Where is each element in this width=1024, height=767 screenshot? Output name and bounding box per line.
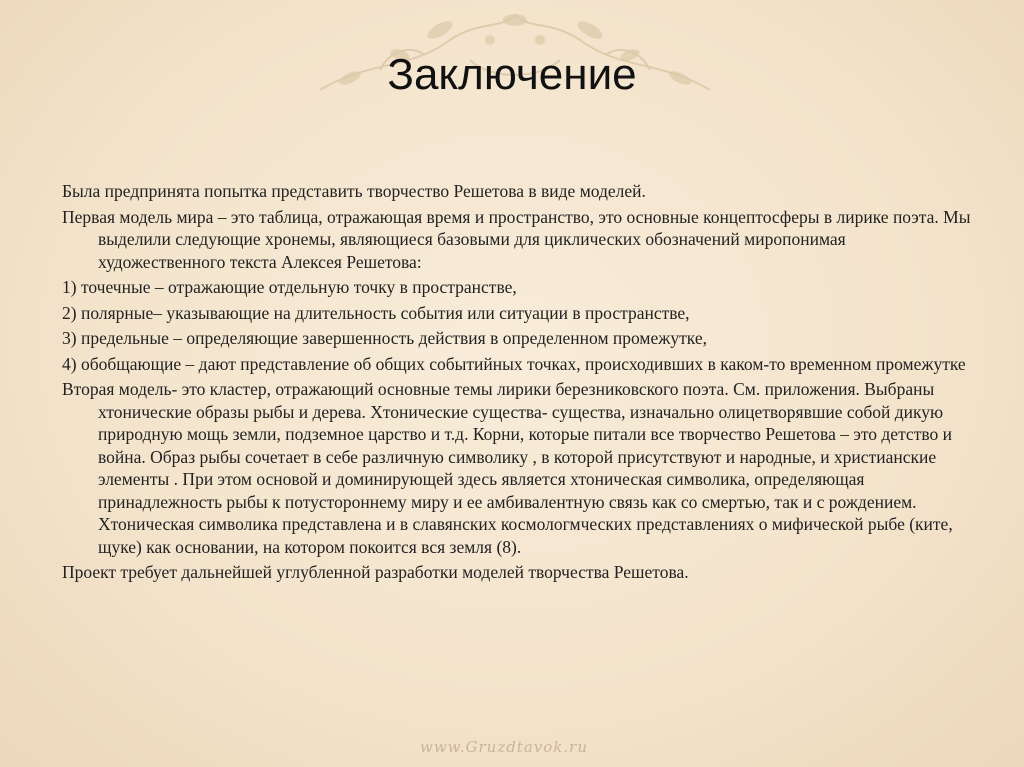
- paragraph-first-model: Первая модель мира – это таблица, отражающая время и пространство, это основные концептосферы в лирике поэта. Мы выделили следующие хронемы, являющиеся базовыми для циклических обозначений миропонимая художественного текста Алексея Решетова:: [62, 206, 971, 272]
- paragraph-second-model: Вторая модель- это кластер, отражающий основные темы лирики березниковского поэта. См. приложения. Выбраны хтонические образы рыбы и дерева. Хтонические существа- существа, изначально олицетворявшие собой дикую природную мощь земли, подземное царство и т.д. Корни, которые питали все творчество Решетова – это детство и война. Образ рыбы сочетает в себе различную символику , в которой присутствуют и народные, и христианские элементы . При этом основой и доминирующей здесь является хтоническая символика, определяющая принадлежность рыбы к потустороннему миру и ее амбивалентную связь как со смертью, так и с рождением. Хтоническая символика представлена и в славянских космологмческих представлениях о мифической рыбе (ките, щуке) как основании, на котором покоится вся земля (8).: [62, 379, 953, 557]
- watermark: www.Gruzdtavok.ru: [420, 738, 588, 756]
- list-item-general: 4) обобщающие – дают представление об общих событийных точках, происходивших в каком-то временном промежутке: [62, 353, 966, 374]
- list-item-point: 1) точечные – отражающие отдельную точку в пространстве,: [62, 277, 517, 297]
- slide-body: [62, 180, 972, 587]
- paragraph-intro: Была предпринята попытка представить творчество Решетова в виде моделей.: [62, 181, 646, 201]
- slide-title: Заключение: [387, 50, 637, 99]
- paragraph-conclusion: Проект требует дальнейшей углубленной разработки моделей творчества Решетова.: [62, 562, 689, 582]
- list-item-polar: 2) полярные– указывающие на длительность события или ситуации в пространстве,: [62, 302, 690, 323]
- list-item-limit: 3) предельные – определяющие завершенность действия в определенном промежутке,: [62, 328, 707, 348]
